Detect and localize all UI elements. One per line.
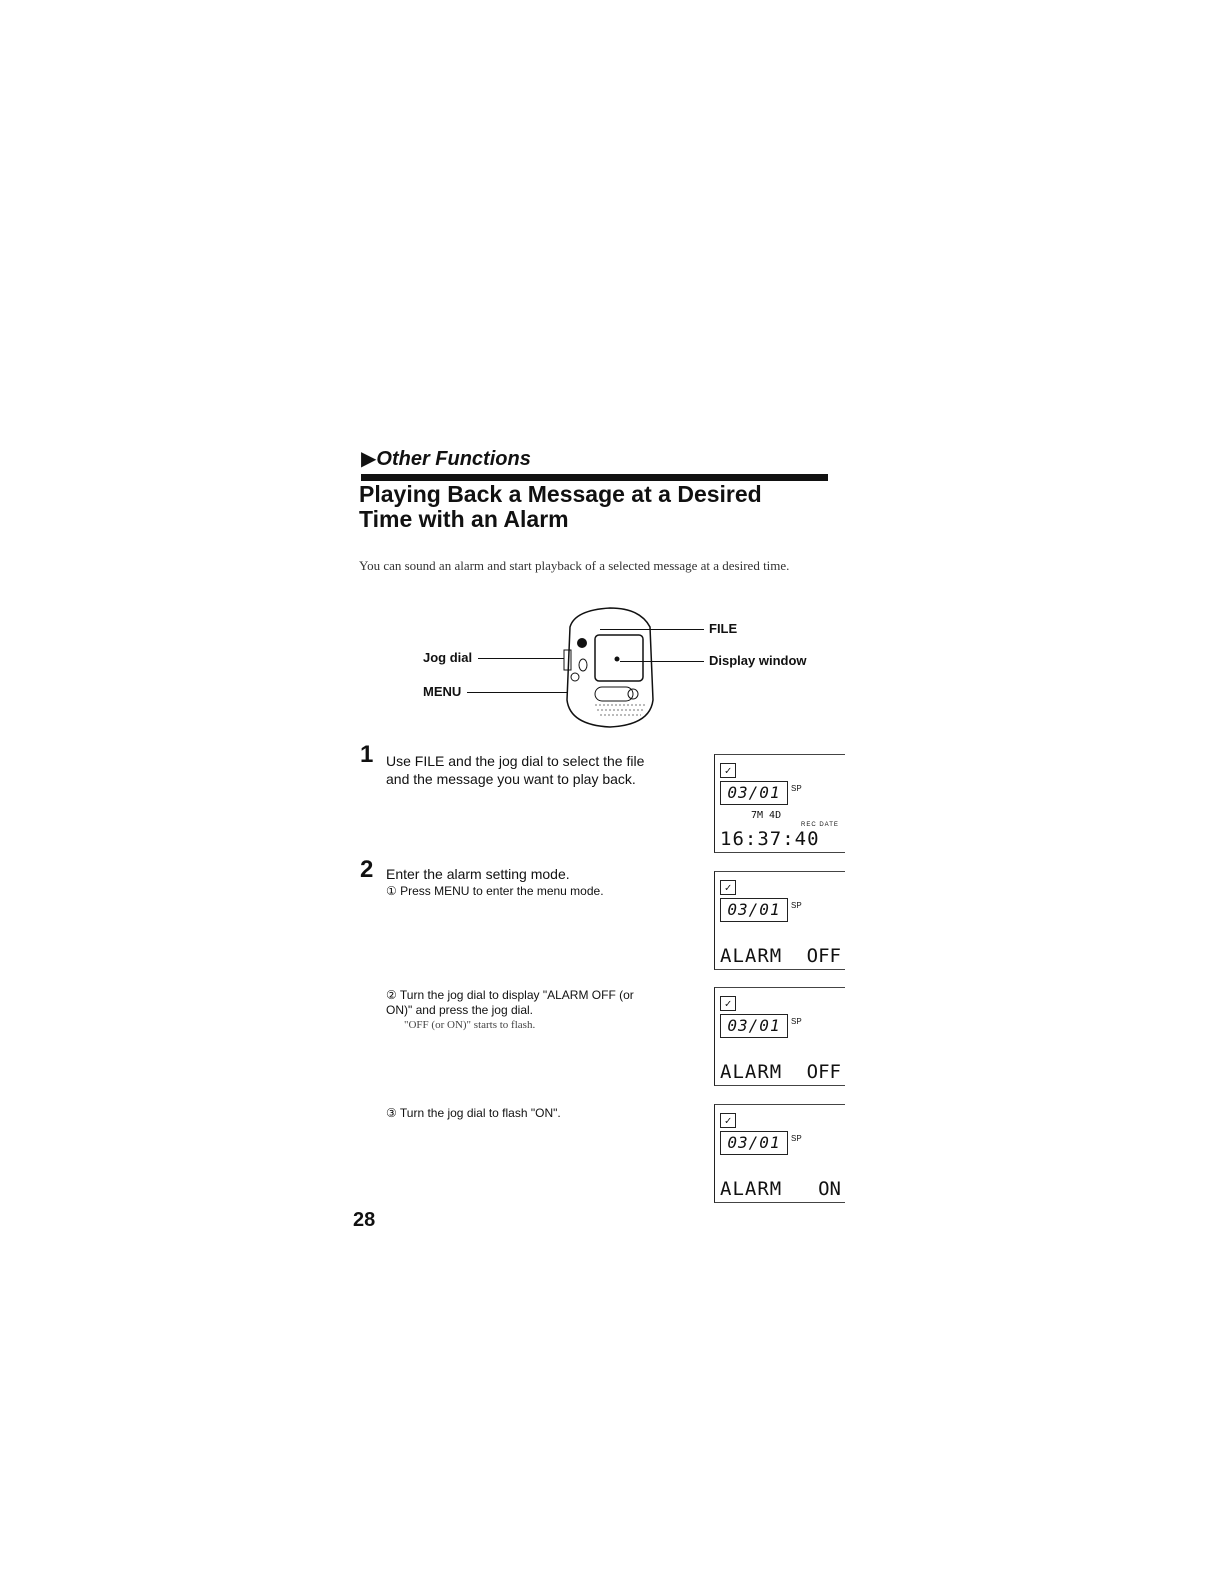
- lcd-counter: 03/01: [720, 781, 788, 805]
- check-icon: ✓: [720, 880, 736, 895]
- substep-1-text: Press MENU to enter the menu mode.: [400, 884, 604, 898]
- lcd-display-1: [714, 754, 845, 853]
- substep-2-marker: ②: [386, 988, 397, 1002]
- menu-callout: MENU: [423, 684, 462, 699]
- intro-paragraph: You can sound an alarm and start playback of a selected message at a desired time.: [359, 558, 790, 573]
- step-2-number: 2: [360, 856, 374, 883]
- title-line-1: Playing Back a Message at a Desired: [359, 481, 762, 507]
- step-1-text: Use FILE and the jog dial to select the file and the message you want to play back.: [386, 753, 645, 787]
- step-1-number: 1: [360, 741, 374, 768]
- lcd-counter: 03/01: [720, 898, 788, 922]
- display-window-callout: Display window: [709, 653, 807, 668]
- lcd-mode: SP: [791, 1134, 802, 1143]
- lcd-alarm-label: ALARM: [720, 1178, 783, 1200]
- voice-recorder-illustration: [555, 605, 665, 730]
- jog-dial-leader-line: [478, 658, 564, 659]
- menu-leader-line: [467, 692, 567, 693]
- title-line-2: Time with an Alarm: [359, 506, 569, 532]
- substep-3-marker: ③: [386, 1106, 397, 1120]
- file-callout: FILE: [709, 621, 738, 636]
- lcd-display-4: [714, 1104, 845, 1203]
- lcd-mode: SP: [791, 1017, 802, 1026]
- page-title: [359, 482, 839, 532]
- lcd-alarm-state-flashing: OFF: [806, 1061, 841, 1083]
- lcd-display-3: [714, 987, 845, 1086]
- substep-2-note: "OFF (or ON)" starts to flash.: [404, 1019, 536, 1031]
- check-icon: ✓: [720, 996, 736, 1011]
- lcd-alarm-state-flashing: ON: [818, 1178, 841, 1200]
- substep-1: [386, 884, 656, 899]
- substep-3: [386, 1106, 656, 1121]
- lcd-display-2: [714, 871, 845, 970]
- page-number: 28: [353, 1209, 376, 1231]
- substep-2-text: Turn the jog dial to display "ALARM OFF (or ON)" and press the jog dial.: [386, 988, 634, 1017]
- lcd-alarm-state: OFF: [806, 945, 841, 967]
- jog-dial-callout: Jog dial: [423, 650, 473, 665]
- lcd-date: 7M 4D: [751, 810, 782, 821]
- substep-1-marker: ①: [386, 884, 397, 898]
- step-2-text: Enter the alarm setting mode.: [386, 866, 570, 882]
- section-label: ▶Other Functions: [361, 448, 531, 470]
- check-icon: ✓: [720, 1113, 736, 1128]
- lcd-alarm-label: ALARM: [720, 945, 783, 967]
- check-icon: ✓: [720, 763, 736, 778]
- lcd-time: 16:37:40: [720, 828, 820, 850]
- substep-2: [386, 988, 651, 1033]
- lcd-rec-date-label: REC DATE: [801, 822, 839, 828]
- lcd-counter: 03/01: [720, 1131, 788, 1155]
- lcd-counter: 03/01: [720, 1014, 788, 1038]
- substep-3-text: Turn the jog dial to flash "ON".: [399, 1106, 561, 1120]
- lcd-alarm-label: ALARM: [720, 1061, 783, 1083]
- section-rule: [361, 474, 828, 481]
- lcd-mode: SP: [791, 901, 802, 910]
- lcd-mode: SP: [791, 784, 802, 793]
- display-window-leader-line: [620, 661, 704, 662]
- file-leader-line: [600, 629, 704, 630]
